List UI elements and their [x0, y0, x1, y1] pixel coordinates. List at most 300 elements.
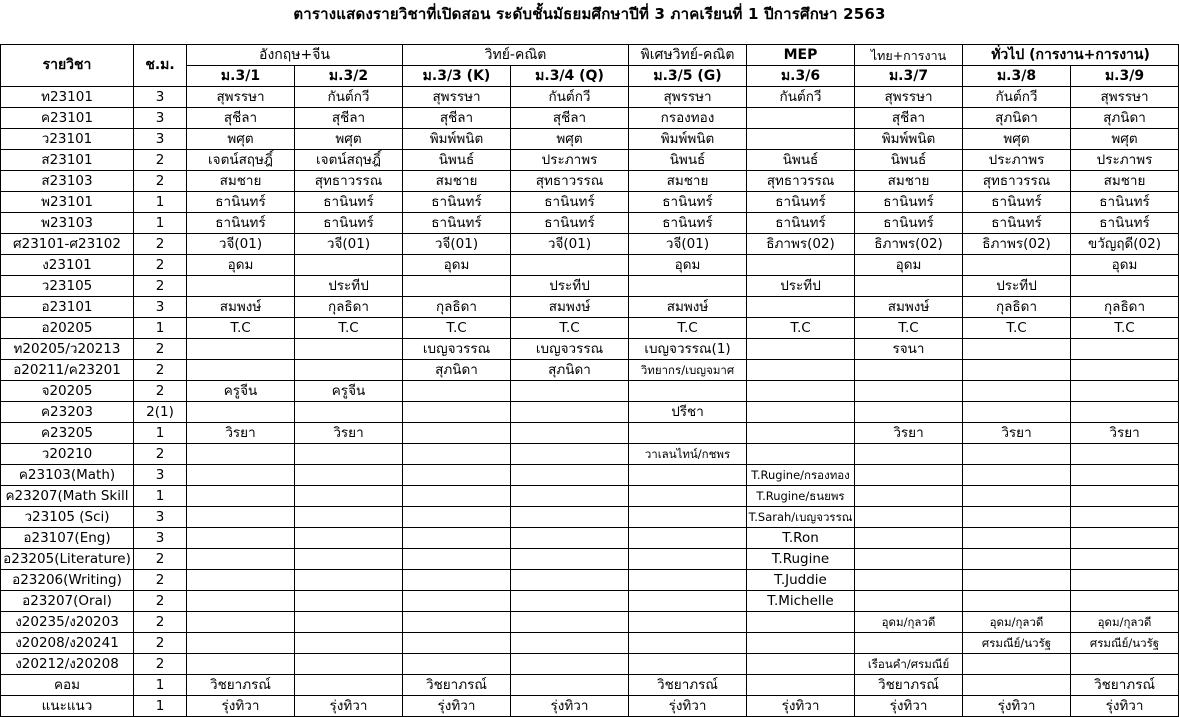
teacher-cell[interactable]: วจี(01): [629, 234, 747, 255]
teacher-cell[interactable]: [511, 423, 629, 444]
hours-cell[interactable]: 2: [134, 612, 187, 633]
teacher-cell[interactable]: [963, 465, 1071, 486]
teacher-cell[interactable]: [295, 633, 403, 654]
teacher-cell[interactable]: [963, 402, 1071, 423]
hours-cell[interactable]: 3: [134, 87, 187, 108]
teacher-cell[interactable]: [1071, 486, 1179, 507]
teacher-cell[interactable]: [187, 570, 295, 591]
teacher-cell[interactable]: [295, 444, 403, 465]
teacher-cell[interactable]: [747, 654, 855, 675]
teacher-cell[interactable]: ครูจีน: [295, 381, 403, 402]
teacher-cell[interactable]: [747, 633, 855, 654]
teacher-cell[interactable]: สมพงษ์: [629, 297, 747, 318]
subject-code-cell[interactable]: พ23103: [1, 213, 134, 234]
teacher-cell[interactable]: ธานินทร์: [511, 192, 629, 213]
teacher-cell[interactable]: [403, 549, 511, 570]
teacher-cell[interactable]: [295, 465, 403, 486]
subject-code-cell[interactable]: ว23105 (Sci): [1, 507, 134, 528]
teacher-cell[interactable]: ศรมณีย์/นวรัฐ: [1071, 633, 1179, 654]
teacher-cell[interactable]: วิชยาภรณ์: [629, 675, 747, 696]
teacher-cell[interactable]: [511, 654, 629, 675]
teacher-cell[interactable]: [295, 255, 403, 276]
teacher-cell[interactable]: [747, 339, 855, 360]
teacher-cell[interactable]: [511, 255, 629, 276]
teacher-cell[interactable]: [1071, 507, 1179, 528]
teacher-cell[interactable]: [295, 507, 403, 528]
teacher-cell[interactable]: ธิภาพร(02): [855, 234, 963, 255]
teacher-cell[interactable]: สุทธาวรรณ: [747, 171, 855, 192]
subject-code-cell[interactable]: อ23206(Writing): [1, 570, 134, 591]
hours-cell[interactable]: 2: [134, 255, 187, 276]
teacher-cell[interactable]: [187, 276, 295, 297]
teacher-cell[interactable]: [511, 486, 629, 507]
teacher-cell[interactable]: รุ่งทิวา: [187, 696, 295, 717]
hours-cell[interactable]: 1: [134, 423, 187, 444]
teacher-cell[interactable]: T.C: [187, 318, 295, 339]
teacher-cell[interactable]: T.C: [1071, 318, 1179, 339]
teacher-cell[interactable]: [1071, 339, 1179, 360]
teacher-cell[interactable]: [963, 675, 1071, 696]
hours-cell[interactable]: 2: [134, 591, 187, 612]
teacher-cell[interactable]: [403, 381, 511, 402]
teacher-cell[interactable]: [747, 423, 855, 444]
teacher-cell[interactable]: นิพนธ์: [747, 150, 855, 171]
teacher-cell[interactable]: กันต์กวี: [511, 87, 629, 108]
teacher-cell[interactable]: T.C: [511, 318, 629, 339]
teacher-cell[interactable]: เจตน์สฤษฎิ์: [187, 150, 295, 171]
subject-code-cell[interactable]: ง20212/ง20208: [1, 654, 134, 675]
teacher-cell[interactable]: [1071, 465, 1179, 486]
hours-cell[interactable]: 2: [134, 150, 187, 171]
teacher-cell[interactable]: [187, 402, 295, 423]
hours-cell[interactable]: 1: [134, 486, 187, 507]
hours-cell[interactable]: 2: [134, 549, 187, 570]
teacher-cell[interactable]: [963, 570, 1071, 591]
teacher-cell[interactable]: ธานินทร์: [511, 213, 629, 234]
subject-code-cell[interactable]: ท23101: [1, 87, 134, 108]
teacher-cell[interactable]: [963, 591, 1071, 612]
teacher-cell[interactable]: อุดม: [629, 255, 747, 276]
teacher-cell[interactable]: [629, 612, 747, 633]
subject-code-cell[interactable]: อ23207(Oral): [1, 591, 134, 612]
teacher-cell[interactable]: [1071, 402, 1179, 423]
teacher-cell[interactable]: วิชยาภรณ์: [855, 675, 963, 696]
teacher-cell[interactable]: ปรีชา: [629, 402, 747, 423]
teacher-cell[interactable]: ธานินทร์: [855, 192, 963, 213]
teacher-cell[interactable]: พิมพ์พนิต: [629, 129, 747, 150]
teacher-cell[interactable]: [403, 591, 511, 612]
teacher-cell[interactable]: [1071, 360, 1179, 381]
teacher-cell[interactable]: [747, 360, 855, 381]
teacher-cell[interactable]: รุ่งทิวา: [629, 696, 747, 717]
teacher-cell[interactable]: T.C: [855, 318, 963, 339]
teacher-cell[interactable]: ธานินทร์: [963, 213, 1071, 234]
teacher-cell[interactable]: [403, 276, 511, 297]
teacher-cell[interactable]: ขวัญฤดี(02): [1071, 234, 1179, 255]
teacher-cell[interactable]: อุดม: [855, 255, 963, 276]
subject-code-cell[interactable]: จ20205: [1, 381, 134, 402]
teacher-cell[interactable]: [855, 507, 963, 528]
teacher-cell[interactable]: [295, 675, 403, 696]
teacher-cell[interactable]: ศรมณีย์/นวรัฐ: [963, 633, 1071, 654]
teacher-cell[interactable]: สุชีลา: [511, 108, 629, 129]
hours-cell[interactable]: 1: [134, 213, 187, 234]
teacher-cell[interactable]: [511, 381, 629, 402]
teacher-cell[interactable]: T.Rugine: [747, 549, 855, 570]
teacher-cell[interactable]: [963, 339, 1071, 360]
teacher-cell[interactable]: เบญจวรรณ(1): [629, 339, 747, 360]
teacher-cell[interactable]: นิพนธ์: [629, 150, 747, 171]
teacher-cell[interactable]: [511, 591, 629, 612]
teacher-cell[interactable]: T.Ron: [747, 528, 855, 549]
teacher-cell[interactable]: วิรยา: [963, 423, 1071, 444]
subject-code-cell[interactable]: อ23205(Literature): [1, 549, 134, 570]
teacher-cell[interactable]: [511, 549, 629, 570]
teacher-cell[interactable]: สมชาย: [403, 171, 511, 192]
subject-code-cell[interactable]: ง20208/ง20241: [1, 633, 134, 654]
teacher-cell[interactable]: พศุต: [295, 129, 403, 150]
teacher-cell[interactable]: [511, 675, 629, 696]
teacher-cell[interactable]: ครูจีน: [187, 381, 295, 402]
teacher-cell[interactable]: ธานินทร์: [1071, 213, 1179, 234]
teacher-cell[interactable]: [187, 507, 295, 528]
teacher-cell[interactable]: [963, 486, 1071, 507]
teacher-cell[interactable]: กุลธิดา: [963, 297, 1071, 318]
teacher-cell[interactable]: [747, 297, 855, 318]
teacher-cell[interactable]: [1071, 276, 1179, 297]
teacher-cell[interactable]: เบญจวรรณ: [511, 339, 629, 360]
teacher-cell[interactable]: ธานินทร์: [403, 192, 511, 213]
teacher-cell[interactable]: [963, 255, 1071, 276]
teacher-cell[interactable]: วจี(01): [511, 234, 629, 255]
teacher-cell[interactable]: สมพงษ์: [855, 297, 963, 318]
teacher-cell[interactable]: ธานินทร์: [1071, 192, 1179, 213]
subject-code-cell[interactable]: ค23203: [1, 402, 134, 423]
teacher-cell[interactable]: สุพรรษา: [187, 87, 295, 108]
teacher-cell[interactable]: T.Rugine/ธนยพร: [747, 486, 855, 507]
teacher-cell[interactable]: [511, 465, 629, 486]
teacher-cell[interactable]: ประภาพร: [511, 150, 629, 171]
teacher-cell[interactable]: อุดม/กุลวดี: [1071, 612, 1179, 633]
teacher-cell[interactable]: วิชยาภรณ์: [403, 675, 511, 696]
teacher-cell[interactable]: กันต์กวี: [295, 87, 403, 108]
teacher-cell[interactable]: [963, 507, 1071, 528]
teacher-cell[interactable]: ธานินทร์: [187, 192, 295, 213]
teacher-cell[interactable]: [747, 612, 855, 633]
teacher-cell[interactable]: [403, 444, 511, 465]
teacher-cell[interactable]: [295, 549, 403, 570]
teacher-cell[interactable]: สุภนิดา: [963, 108, 1071, 129]
hours-cell[interactable]: 2: [134, 234, 187, 255]
teacher-cell[interactable]: พศุต: [187, 129, 295, 150]
teacher-cell[interactable]: T.Sarah/เบญจวรรณ: [747, 507, 855, 528]
teacher-cell[interactable]: ประทีป: [747, 276, 855, 297]
teacher-cell[interactable]: สุพรรษา: [629, 87, 747, 108]
teacher-cell[interactable]: สุชีลา: [855, 108, 963, 129]
subject-code-cell[interactable]: ท20205/ว20213: [1, 339, 134, 360]
teacher-cell[interactable]: [403, 465, 511, 486]
teacher-cell[interactable]: [855, 276, 963, 297]
teacher-cell[interactable]: ธานินทร์: [187, 213, 295, 234]
teacher-cell[interactable]: [855, 402, 963, 423]
teacher-cell[interactable]: สุพรรษา: [403, 87, 511, 108]
teacher-cell[interactable]: นิพนธ์: [855, 150, 963, 171]
teacher-cell[interactable]: ธานินทร์: [747, 213, 855, 234]
subject-code-cell[interactable]: แนะแนว: [1, 696, 134, 717]
teacher-cell[interactable]: วิทยากร/เบญจมาศ: [629, 360, 747, 381]
teacher-cell[interactable]: สมชาย: [629, 171, 747, 192]
teacher-cell[interactable]: กันต์กวี: [963, 87, 1071, 108]
teacher-cell[interactable]: สมชาย: [187, 171, 295, 192]
teacher-cell[interactable]: [295, 591, 403, 612]
teacher-cell[interactable]: [629, 507, 747, 528]
teacher-cell[interactable]: สุทธาวรรณ: [511, 171, 629, 192]
teacher-cell[interactable]: วจี(01): [187, 234, 295, 255]
subject-code-cell[interactable]: ค23101: [1, 108, 134, 129]
teacher-cell[interactable]: วิรยา: [295, 423, 403, 444]
hours-cell[interactable]: 2: [134, 381, 187, 402]
hours-cell[interactable]: 2(1): [134, 402, 187, 423]
teacher-cell[interactable]: กรองทอง: [629, 108, 747, 129]
teacher-cell[interactable]: วิรยา: [855, 423, 963, 444]
teacher-cell[interactable]: [855, 570, 963, 591]
teacher-cell[interactable]: [855, 465, 963, 486]
teacher-cell[interactable]: [855, 633, 963, 654]
teacher-cell[interactable]: อุดม: [1071, 255, 1179, 276]
teacher-cell[interactable]: รุ่งทิวา: [511, 696, 629, 717]
teacher-cell[interactable]: สมพงษ์: [511, 297, 629, 318]
teacher-cell[interactable]: ธานินทร์: [629, 213, 747, 234]
hours-cell[interactable]: 3: [134, 528, 187, 549]
subject-code-cell[interactable]: คอม: [1, 675, 134, 696]
teacher-cell[interactable]: เบญจวรรณ: [403, 339, 511, 360]
teacher-cell[interactable]: วิชยาภรณ์: [1071, 675, 1179, 696]
teacher-cell[interactable]: พิมพ์พนิต: [403, 129, 511, 150]
subject-code-cell[interactable]: พ23101: [1, 192, 134, 213]
teacher-cell[interactable]: กุลธิดา: [403, 297, 511, 318]
teacher-cell[interactable]: [187, 486, 295, 507]
teacher-cell[interactable]: ประทีป: [295, 276, 403, 297]
teacher-cell[interactable]: [629, 423, 747, 444]
teacher-cell[interactable]: [963, 444, 1071, 465]
teacher-cell[interactable]: วจี(01): [295, 234, 403, 255]
hours-cell[interactable]: 3: [134, 507, 187, 528]
teacher-cell[interactable]: ธานินทร์: [403, 213, 511, 234]
teacher-cell[interactable]: ธานินทร์: [295, 213, 403, 234]
teacher-cell[interactable]: สุชีลา: [403, 108, 511, 129]
teacher-cell[interactable]: อุดม/กุลวดี: [855, 612, 963, 633]
teacher-cell[interactable]: [629, 276, 747, 297]
subject-code-cell[interactable]: อ23107(Eng): [1, 528, 134, 549]
teacher-cell[interactable]: สุภนิดา: [511, 360, 629, 381]
subject-code-cell[interactable]: ค23207(Math Skill: [1, 486, 134, 507]
teacher-cell[interactable]: ธานินทร์: [629, 192, 747, 213]
teacher-cell[interactable]: กุลธิดา: [1071, 297, 1179, 318]
teacher-cell[interactable]: [963, 360, 1071, 381]
teacher-cell[interactable]: ธิภาพร(02): [747, 234, 855, 255]
hours-cell[interactable]: 2: [134, 339, 187, 360]
teacher-cell[interactable]: [747, 675, 855, 696]
teacher-cell[interactable]: สุภนิดา: [403, 360, 511, 381]
teacher-cell[interactable]: [855, 381, 963, 402]
hours-cell[interactable]: 1: [134, 318, 187, 339]
teacher-cell[interactable]: [403, 633, 511, 654]
subject-code-cell[interactable]: ว23105: [1, 276, 134, 297]
teacher-cell[interactable]: [1071, 528, 1179, 549]
teacher-cell[interactable]: ธานินทร์: [747, 192, 855, 213]
teacher-cell[interactable]: [403, 612, 511, 633]
teacher-cell[interactable]: [855, 549, 963, 570]
teacher-cell[interactable]: [295, 570, 403, 591]
hours-cell[interactable]: 2: [134, 360, 187, 381]
teacher-cell[interactable]: T.Michelle: [747, 591, 855, 612]
teacher-cell[interactable]: [1071, 381, 1179, 402]
teacher-cell[interactable]: [629, 528, 747, 549]
teacher-cell[interactable]: [295, 360, 403, 381]
teacher-cell[interactable]: [187, 591, 295, 612]
hours-cell[interactable]: 2: [134, 570, 187, 591]
teacher-cell[interactable]: สุชีลา: [295, 108, 403, 129]
teacher-cell[interactable]: [295, 339, 403, 360]
teacher-cell[interactable]: [187, 444, 295, 465]
hours-cell[interactable]: 2: [134, 171, 187, 192]
teacher-cell[interactable]: [629, 570, 747, 591]
teacher-cell[interactable]: [511, 633, 629, 654]
teacher-cell[interactable]: ประทีป: [963, 276, 1071, 297]
teacher-cell[interactable]: วิรยา: [187, 423, 295, 444]
subject-code-cell[interactable]: ส23103: [1, 171, 134, 192]
teacher-cell[interactable]: [855, 360, 963, 381]
teacher-cell[interactable]: [629, 549, 747, 570]
teacher-cell[interactable]: [1071, 549, 1179, 570]
teacher-cell[interactable]: [295, 402, 403, 423]
teacher-cell[interactable]: [187, 465, 295, 486]
teacher-cell[interactable]: ประภาพร: [963, 150, 1071, 171]
teacher-cell[interactable]: พศุต: [963, 129, 1071, 150]
subject-code-cell[interactable]: อ20211/ค23201: [1, 360, 134, 381]
teacher-cell[interactable]: สุชีลา: [187, 108, 295, 129]
teacher-cell[interactable]: [187, 612, 295, 633]
subject-code-cell[interactable]: อ20205: [1, 318, 134, 339]
teacher-cell[interactable]: [403, 507, 511, 528]
teacher-cell[interactable]: [747, 129, 855, 150]
teacher-cell[interactable]: [295, 612, 403, 633]
teacher-cell[interactable]: [963, 381, 1071, 402]
teacher-cell[interactable]: [295, 486, 403, 507]
teacher-cell[interactable]: [187, 360, 295, 381]
teacher-cell[interactable]: [963, 528, 1071, 549]
teacher-cell[interactable]: อุดม: [403, 255, 511, 276]
teacher-cell[interactable]: วจี(01): [403, 234, 511, 255]
teacher-cell[interactable]: พศุต: [511, 129, 629, 150]
teacher-cell[interactable]: [855, 486, 963, 507]
teacher-cell[interactable]: [855, 528, 963, 549]
teacher-cell[interactable]: [511, 528, 629, 549]
hours-cell[interactable]: 2: [134, 444, 187, 465]
teacher-cell[interactable]: สุพรรษา: [855, 87, 963, 108]
teacher-cell[interactable]: [855, 444, 963, 465]
teacher-cell[interactable]: [403, 486, 511, 507]
teacher-cell[interactable]: [747, 381, 855, 402]
teacher-cell[interactable]: [403, 528, 511, 549]
teacher-cell[interactable]: สุภนิดา: [1071, 108, 1179, 129]
teacher-cell[interactable]: [187, 528, 295, 549]
teacher-cell[interactable]: วาเลนไทน์/กชพร: [629, 444, 747, 465]
teacher-cell[interactable]: เจตน์สฤษฎิ์: [295, 150, 403, 171]
hours-cell[interactable]: 2: [134, 633, 187, 654]
teacher-cell[interactable]: [629, 381, 747, 402]
teacher-cell[interactable]: รุ่งทิวา: [855, 696, 963, 717]
teacher-cell[interactable]: T.Juddie: [747, 570, 855, 591]
teacher-cell[interactable]: T.C: [629, 318, 747, 339]
teacher-cell[interactable]: สุทธาวรรณ: [963, 171, 1071, 192]
hours-cell[interactable]: 1: [134, 696, 187, 717]
teacher-cell[interactable]: [629, 591, 747, 612]
teacher-cell[interactable]: รุ่งทิวา: [747, 696, 855, 717]
teacher-cell[interactable]: ธานินทร์: [295, 192, 403, 213]
teacher-cell[interactable]: [747, 255, 855, 276]
teacher-cell[interactable]: [1071, 570, 1179, 591]
teacher-cell[interactable]: [511, 570, 629, 591]
teacher-cell[interactable]: [629, 486, 747, 507]
teacher-cell[interactable]: [629, 654, 747, 675]
teacher-cell[interactable]: [511, 444, 629, 465]
teacher-cell[interactable]: พิมพ์พนิต: [855, 129, 963, 150]
teacher-cell[interactable]: [1071, 654, 1179, 675]
teacher-cell[interactable]: [187, 339, 295, 360]
hours-cell[interactable]: 2: [134, 276, 187, 297]
teacher-cell[interactable]: สมชาย: [855, 171, 963, 192]
teacher-cell[interactable]: [295, 528, 403, 549]
teacher-cell[interactable]: [511, 507, 629, 528]
teacher-cell[interactable]: [403, 402, 511, 423]
teacher-cell[interactable]: ประภาพร: [1071, 150, 1179, 171]
teacher-cell[interactable]: T.Rugine/กรองทอง: [747, 465, 855, 486]
hours-cell[interactable]: 3: [134, 465, 187, 486]
teacher-cell[interactable]: [629, 465, 747, 486]
teacher-cell[interactable]: สมพงษ์: [187, 297, 295, 318]
teacher-cell[interactable]: ธานินทร์: [855, 213, 963, 234]
teacher-cell[interactable]: [187, 633, 295, 654]
subject-code-cell[interactable]: ค23205: [1, 423, 134, 444]
teacher-cell[interactable]: [511, 402, 629, 423]
teacher-cell[interactable]: สมชาย: [1071, 171, 1179, 192]
subject-code-cell[interactable]: ส23101: [1, 150, 134, 171]
hours-cell[interactable]: 1: [134, 192, 187, 213]
teacher-cell[interactable]: [187, 654, 295, 675]
subject-code-cell[interactable]: ว23101: [1, 129, 134, 150]
teacher-cell[interactable]: รุ่งทิวา: [403, 696, 511, 717]
teacher-cell[interactable]: ธานินทร์: [963, 192, 1071, 213]
teacher-cell[interactable]: [403, 570, 511, 591]
teacher-cell[interactable]: เรือนคำ/ศรมณีย์: [855, 654, 963, 675]
teacher-cell[interactable]: วิชยาภรณ์: [187, 675, 295, 696]
teacher-cell[interactable]: สุทธาวรรณ: [295, 171, 403, 192]
hours-cell[interactable]: 3: [134, 108, 187, 129]
hours-cell[interactable]: 2: [134, 654, 187, 675]
teacher-cell[interactable]: [403, 423, 511, 444]
teacher-cell[interactable]: T.C: [747, 318, 855, 339]
teacher-cell[interactable]: [963, 654, 1071, 675]
teacher-cell[interactable]: [1071, 444, 1179, 465]
teacher-cell[interactable]: อุดม/กุลวดี: [963, 612, 1071, 633]
teacher-cell[interactable]: [511, 612, 629, 633]
subject-code-cell[interactable]: ค23103(Math): [1, 465, 134, 486]
teacher-cell[interactable]: [629, 633, 747, 654]
teacher-cell[interactable]: รุ่งทิวา: [295, 696, 403, 717]
teacher-cell[interactable]: ธิภาพร(02): [963, 234, 1071, 255]
teacher-cell[interactable]: [747, 444, 855, 465]
